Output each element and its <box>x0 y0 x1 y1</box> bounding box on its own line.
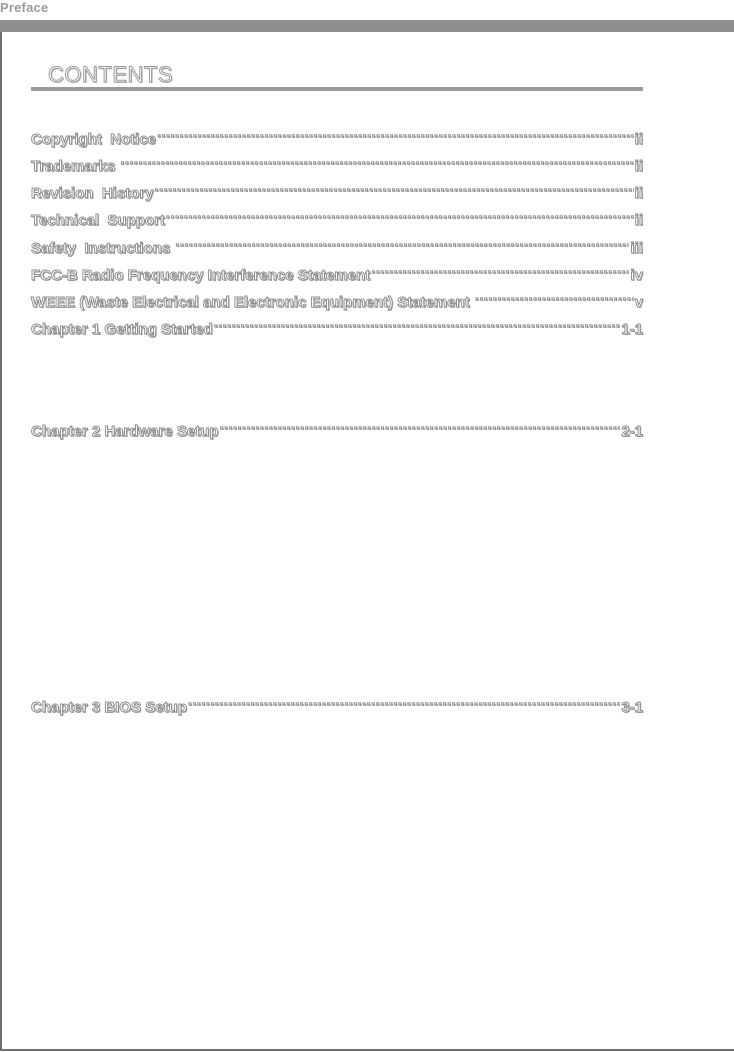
toc-entry-title: Revision History <box>31 185 154 202</box>
toc-leader-dots <box>166 205 634 225</box>
toc-leader-dots <box>120 151 633 171</box>
toc-leader-dots <box>475 287 634 307</box>
toc-entry-page: 2-1 <box>621 423 643 440</box>
toc-entry-weee-statement[interactable] <box>31 287 643 311</box>
toc-leader-dots <box>157 124 634 144</box>
contents-title-rule <box>31 87 643 91</box>
toc-entry-page: iii <box>630 240 643 257</box>
toc-leader-dots <box>175 233 629 253</box>
toc-entry-page: ii <box>634 131 643 148</box>
toc-entry-page: ii <box>634 212 643 229</box>
toc-leader-dots <box>188 692 620 712</box>
page-frame-left <box>0 32 2 1051</box>
toc-entry-copyright[interactable] <box>31 124 643 148</box>
toc-entry-title: Safety Instructions <box>31 240 175 257</box>
toc-entry-chapter-1[interactable] <box>31 314 643 338</box>
toc-entry-page: iv <box>630 267 643 284</box>
toc-entry-page: 3-1 <box>621 699 643 716</box>
toc-entry-page: ii <box>634 185 643 202</box>
toc-entry-title: FCC-B Radio Frequency Interference Statement <box>31 267 371 284</box>
toc-entry-fcc-statement[interactable] <box>31 260 643 284</box>
header-bar <box>0 20 734 32</box>
toc-entry-page: 1-1 <box>621 321 643 338</box>
toc-entry-title: Technical Support <box>31 212 165 229</box>
toc-leader-dots <box>155 178 634 198</box>
page-frame-bottom <box>0 1049 734 1051</box>
section-label: Preface <box>0 0 49 15</box>
toc-entry-safety-instructions[interactable] <box>31 233 643 257</box>
toc-entry-title: WEEE (Waste Electrical and Electronic Equipment) Statement <box>31 294 474 311</box>
toc-entry-title: Chapter 3 BIOS Setup <box>31 699 187 716</box>
toc-entry-title: Trademarks <box>31 158 120 175</box>
toc-entry-title: Chapter 2 Hardware Setup <box>31 423 219 440</box>
toc-entry-trademarks[interactable] <box>31 151 643 175</box>
toc-entry-revision-history[interactable] <box>31 178 643 202</box>
toc-entry-technical-support[interactable] <box>31 205 643 229</box>
toc-entry-chapter-3[interactable] <box>31 692 643 716</box>
toc-entry-page: ii <box>634 158 643 175</box>
toc-leader-dots <box>371 260 629 280</box>
contents-title: CONTENTS <box>48 62 173 87</box>
toc-leader-dots <box>220 416 621 436</box>
toc-leader-dots <box>214 314 621 334</box>
toc-entry-page: v <box>634 294 643 311</box>
toc-entry-chapter-2[interactable] <box>31 416 643 440</box>
toc-entry-title: Copyright Notice <box>31 131 157 148</box>
toc-entry-title: Chapter 1 Getting Started <box>31 321 213 338</box>
